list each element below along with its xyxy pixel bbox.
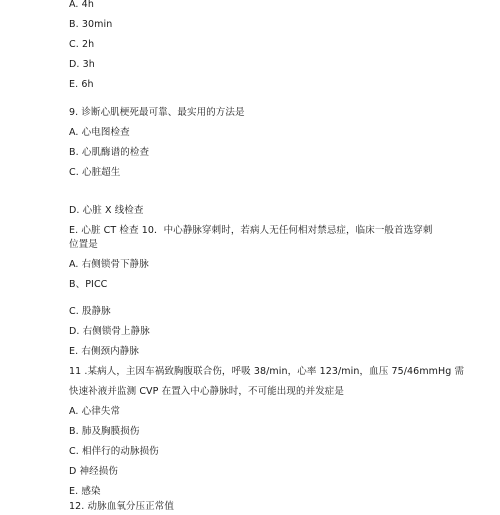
q9-option-b: B. 心肌酶谱的检查 (69, 147, 150, 158)
q11-option-c: C. 相伴行的动脉损伤 (69, 446, 159, 457)
q10-option-e: E. 右侧颈内静脉 (69, 346, 139, 357)
q10-option-d: D. 右侧锁骨上静脉 (69, 326, 150, 337)
option-b-30min: B. 30min (69, 19, 113, 30)
q11-option-e: E. 感染 (69, 486, 101, 497)
question-9: 9. 诊断心肌梗死最可靠、最实用的方法是 (69, 107, 245, 118)
q9-option-d: D. 心脏 X 线检查 (69, 205, 144, 216)
option-e-6h: E. 6h (69, 79, 94, 90)
q10-option-b: B、PICC (69, 279, 108, 290)
q9-option-a: A. 心电图检查 (69, 127, 130, 138)
question-11: 11 .某病人，主因车祸致胸腹联合伤，呼吸 38/min，心率 123/min，血压 75/46mmHg 需 (69, 366, 465, 377)
q9-option-c: C. 心脏超生 (69, 167, 121, 178)
option-d-3h: D. 3h (69, 59, 95, 70)
question-10-continued: 位置是 (69, 239, 98, 250)
question-12: 12. 动脉血氧分压正常值 (69, 501, 174, 512)
q11-option-a: A. 心律失常 (69, 406, 121, 417)
q11-option-b: B. 肺及胸膜损伤 (69, 426, 140, 437)
q10-option-c: C. 股静脉 (69, 306, 111, 317)
option-c-2h: C. 2h (69, 39, 95, 50)
q11-option-d: D 神经损伤 (69, 466, 118, 477)
option-a-4h: A. 4h (69, 0, 94, 10)
q10-option-a: A. 右侧锁骨下静脉 (69, 259, 149, 270)
question-11-continued: 快速补液并监测 CVP 在置入中心静脉时，不可能出现的并发症是 (69, 386, 345, 397)
q9-option-e-and-question-10: E. 心脏 CT 检查 10．中心静脉穿刺时，若病人无任何相对禁忌症，临床一般首选穿刺 (69, 225, 433, 236)
